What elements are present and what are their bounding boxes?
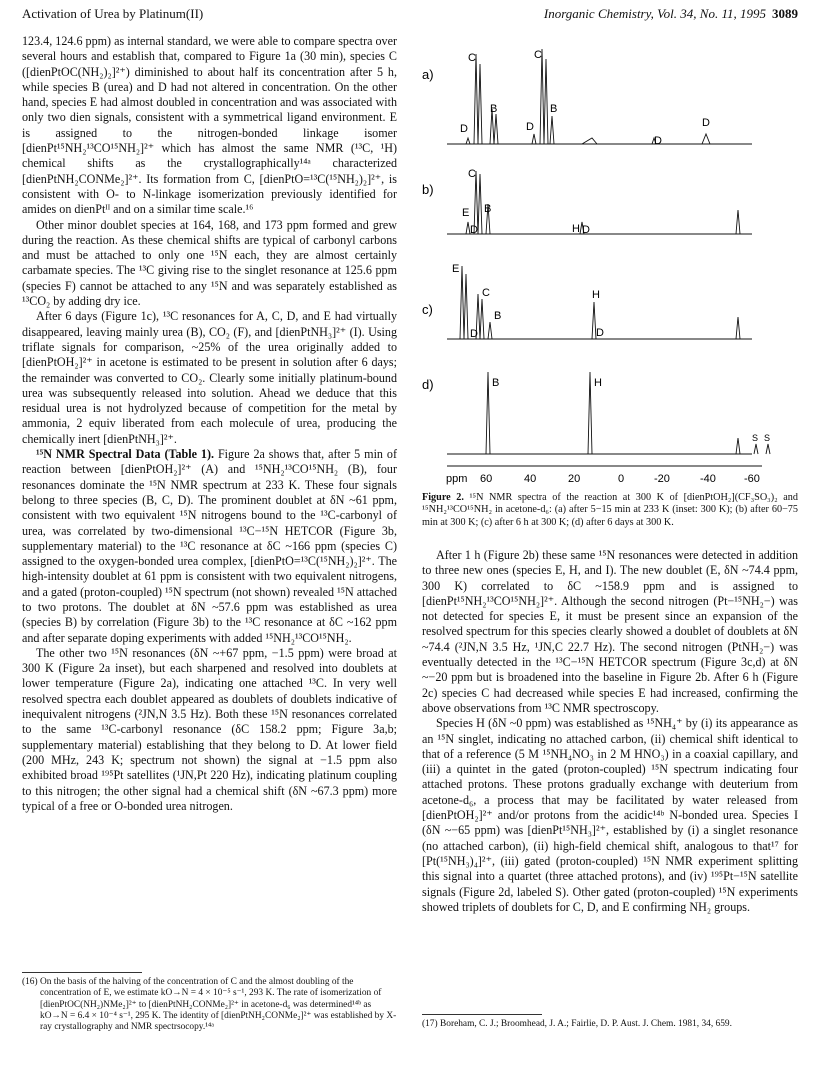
peak-label: C [534, 49, 542, 61]
peak-label: E [462, 207, 470, 219]
peak-a-b2 [550, 116, 554, 144]
figure-label: Figure 2. [422, 492, 464, 503]
paragraph: 123.4, 124.6 ppm) as internal standard, we were able to compare spectra over several hours and establish that, compared to Figure 1a (30 min), species C ([dienPtOC(NH₂)₂]²⁺) diminished to about half its concentration after 5 h, while species B (urea) and D had not altered in concentration. On the other hand, species E had almost doubled in concentration and was associated with only two dien signals, consistent with a symmetrical ligand environment. E is assigned to the nitrogen-bonded linkage isomer [dienPt¹⁵NH₂¹³CO¹⁵NH₂]²⁺ which has almost the same NMR (¹³C, ¹H) chemical shifts as the crystallographically¹⁴ᵃ characterized [dienPtNH₂CONMe₂]²⁺. Its formation from C, [dienPtO=¹³C(¹⁵NH₂)₂]²⁺, is consistent with O- to N-linkage isomerization previously identified for amides on dienPtᴵᴵ and on a similar time scale.¹⁶ [22, 34, 397, 217]
peak-a-d1 [466, 138, 470, 144]
paragraph: The other two ¹⁵N resonances (δN ~+67 ppm, −1.5 ppm) were broad at 300 K (Figure 2a inset), but each sharpened and resolved into doublets at lower temperature (Figure 2a), indicating one attached ¹³C. In very well resolved spectra each doublet appeared as doublets of doublets indicative of inequivalent nitrogens (²JN,N 3.5 Hz). Both these ¹⁵N resonances correlated to the same ¹³C-carbonyl resonance (δC 158.2 ppm; Figure 3a,b; supplementary material) establishing that they belong to D. At lower field (200 MHz, 243 K; spectrum not shown) the signal at −1.5 ppm also exhibited broad ¹⁹⁵Pt satellites (¹JN,Pt 220 Hz), indicating platinum coupling to this nitrogen; the other signal had a chemical shift (δN ~67.3 ppm) more typical of a free or O-bonded urea nitrogen. [22, 645, 397, 813]
tick-label: 40 [524, 473, 537, 485]
panel-label-c: c) [422, 302, 433, 317]
peak-a-c2 [540, 49, 548, 144]
footnote-number: (16) [22, 977, 38, 987]
peak-label: B [550, 103, 558, 115]
peak-c-b [488, 322, 492, 339]
paragraph: After 1 h (Figure 2b) these same ¹⁵N resonances were detected in addition to three new ones (species E, H, and I). The new doublet (E, δN ~74.4 ppm, 300 K) correlated to δC ~158.9 ppm and is assigned to [dienPt¹⁵NH₂¹³CO¹⁵NH₂]²⁺. Although the second nitrogen (Pt−¹⁵NH₂−) was not detected for species E, it must be present since an expansion of the resolved spectrum for this species clearly showed a doublet of doublets at δN ~74.4 (²JN,N 3.5 Hz, ¹JN,C 22.7 Hz). The second nitrogen (PtNH₂−) was eventually detected in the ¹³C−¹⁵N HETCOR spectrum (Figure 3c,d) at δN ~−20 ppm but is broadened into the baseline in Figure 2b. After 6 h (Figure 2c) species C had decreased while species E had increased, confirming the above observations from ¹³C NMR spectroscopy. [422, 548, 798, 715]
right-column [422, 548, 798, 915]
footnote-rule [22, 972, 142, 973]
peak-label: C [468, 52, 476, 64]
peak-label: D [654, 135, 662, 147]
tick-label: 0 [618, 473, 625, 485]
peak-label: D [470, 328, 478, 340]
peak-label: E [452, 263, 460, 275]
tick-label: 60 [480, 473, 493, 485]
peak-label: H [592, 289, 600, 301]
peak-c-e [460, 266, 468, 339]
peak-label: S [752, 433, 759, 443]
peak-d-h [588, 372, 592, 454]
tick-label: -20 [654, 473, 670, 485]
peak-d-s1 [754, 444, 758, 454]
peak-a-c [474, 54, 482, 144]
peak-label: B [490, 103, 498, 115]
journal-citation: Inorganic Chemistry, Vol. 34, No. 11, 1995 3089 [543, 6, 798, 21]
peak-label: B [492, 377, 500, 389]
peak-c-i [736, 317, 740, 339]
left-column [22, 34, 397, 814]
paragraph: ¹⁵N NMR Spectral Data (Table 1). Figure 2a shows that, after 5 min of reaction between [dienPtOH₂]²⁺ (A) and ¹⁵NH₂¹³CO¹⁵NH₂ (B), four resonances dominate the ¹⁵N NMR spectrum at 233 K. These four signals belong to three species (B, C, D). The prominent doublet at δN ~61 ppm, consistent with two equivalent ¹⁵N nitrogens bound to the ¹³C-carbonyl of urea, was correlated by two-dimensional ¹³C−¹⁵N HETCOR (Figure 3b, supplementary material) to the ¹³C resonance at δC ~166 ppm (species C) assigned to the oxygen-bonded urea complex, [dienPtO=¹³C(¹⁵NH₂)₂]²⁺. The high-intensity doublet at 61 ppm is consistent with two equivalent nitrogens, and a gated (proton-coupled) ¹⁵N spectrum (not shown) revealed ¹⁵N attached to two protons. The doublet at δN ~57.6 ppm was established as urea (species B) by correlation (Figure 3b) to the ¹³C resonance at δC ~162 ppm and after separate doping experiments with added ¹⁵NH₂¹³CO¹⁵NH₂. [22, 447, 398, 645]
tick-label: -60 [744, 473, 760, 485]
peak-label: C [482, 287, 490, 299]
tick-label: 20 [568, 473, 581, 485]
footnote: (16) On the basis of the halving of the concentration of C and the almost doubling of the concentration of E, we estimate kO→N = 4 × 10⁻⁵ s⁻¹, 293 K. The rate of isomerization of [dienPtOC(NH₂)NMe₂]²⁺ to [dienPtNH₂CONMe₂]²⁺ in acetone-d₆ was determined¹⁴ᵇ as kO→N = 6.4 × 10⁻⁴ s⁻¹, 295 K. The identity of [dienPtNH₂CONMe₂]²⁺ was established by X-ray crystallography and NMR spectrsocopy.¹⁴ᵃ [22, 977, 397, 1033]
footnote-right [422, 1014, 798, 1030]
paragraph: After 6 days (Figure 1c), ¹³C resonances for A, C, D, and E had virtually disappeared, leaving mainly urea (B), CO₂ (F), and [dienPtNH₃]²⁺ (I). Using triflate signals for comparison, ~25% of the urea originally added to [dienPtOH₂]²⁺ in acetone is estimated to be present in solution after 6 days; the remainder was converted to CO₂. Clearly some initially platinum-bound urea was subsequently released into solution. Ahead we deduce that this residual urea is not hydrolyzed because of competition for the metal by ammonia, 2 equiv liberated from each molecule of urea, producing the chemically inert [dienPtNH₃]²⁺. [22, 309, 397, 446]
peak-a-d2 [532, 134, 536, 144]
peak-d-s2 [766, 444, 770, 454]
footnote-number: (17) [422, 1019, 438, 1029]
footnote-rule [422, 1014, 542, 1015]
peak-label: H [594, 377, 602, 389]
section-heading: ¹⁵N NMR Spectral Data (Table 1). [36, 447, 214, 462]
running-header [22, 6, 798, 26]
peak-label: D [470, 224, 478, 236]
peak-label: D [460, 123, 468, 135]
peak-label: B [484, 203, 492, 215]
peak-d-b [486, 372, 490, 454]
peak-d-i [736, 438, 740, 454]
tick-label: -40 [700, 473, 716, 485]
nmr-spectra-figure [422, 34, 798, 504]
peak-label: D [582, 224, 590, 236]
paragraph: Other minor doublet species at 164, 168, and 173 ppm formed and grew during the reaction. As these chemical shifts are typical of carbonyl carbons and must be attached to only one ¹⁵N each, they are almost certainly carbamate species. The ¹³C giving rise to the singlet resonance at 125.6 ppm (species F) cannot be attached to any ¹⁵N and was separately established as ¹³CO₂ by adding dry ice. [22, 217, 397, 309]
running-title: Activation of Urea by Platinum(II) [22, 6, 204, 21]
peak-label: D [526, 121, 534, 133]
peak-label: B [494, 310, 502, 322]
peak-a-d3 [582, 138, 597, 144]
panel-label-a: a) [422, 67, 434, 82]
axis-unit-label: ppm [446, 473, 468, 485]
page-number: 3089 [772, 6, 798, 21]
footnote: (17) Boreham, C. J.; Broomhead, J. A.; Fairlie, D. P. Aust. J. Chem. 1981, 34, 659. [422, 1019, 732, 1029]
peak-label: D [596, 327, 604, 339]
peak-label: C [468, 168, 476, 180]
paragraph: Species H (δN ~0 ppm) was established as ¹⁵NH₄⁺ by (i) its appearance as an ¹⁵N singlet, indicating no attached carbon, (ii) chemical shift identical to that of a reference (5 M ¹⁵NH₄NO₃ in 2 M HNO₃) in a coaxial capillary, and (iii) a quintet in the gated (proton-coupled) ¹⁵N spectrum indicating four attached protons. These protons gradually exchange with deuterium from acetone-d₆, a process that may be facilitated by water released from [dienPtOH₂]²⁺ and/or protons from the acidic¹⁴ᵇ N-bonded urea. Species I (δN ~−65 ppm) was [dienPt¹⁵NH₃]²⁺, established by (i) a singlet resonance (no attached carbon), (ii) high-field chemical shift, analogous to that¹⁷ for [Pt(¹⁵NH₃)₄]²⁺, (iii) gated (proton-coupled) ¹⁵N NMR experiment splitting this signal into a quartet (three attached protons), and (iv) ¹⁹⁵Pt−¹⁵N satellite signals (Figure 2d, labeled S). Other gated (proton-coupled) ¹⁵N experiments showed triplets of doublets for C, D, and E confirming NH₂ groups. [422, 716, 798, 914]
footnote-left [22, 972, 397, 1033]
peak-label: S [764, 433, 771, 443]
figure-caption: Figure 2. ¹⁵N NMR spectra of the reaction at 300 K of [dienPtOH₂](CF₃SO₃)₂ and ¹⁵NH₂¹³CO¹⁵NH₂ in acetone-d₆: (a) after 5−15 min at 233 K (inset: 300 K); (b) after 60−75 min at 300 K; (c) after 6 h at 300 K; (d) after 6 days at 300 K. [422, 492, 798, 528]
panel-label-d: d) [422, 377, 434, 392]
peak-a-d5 [702, 134, 710, 144]
peak-label: H [572, 223, 580, 235]
peak-b-i [736, 210, 740, 234]
panel-label-b: b) [422, 182, 434, 197]
peak-label: D [702, 117, 710, 129]
